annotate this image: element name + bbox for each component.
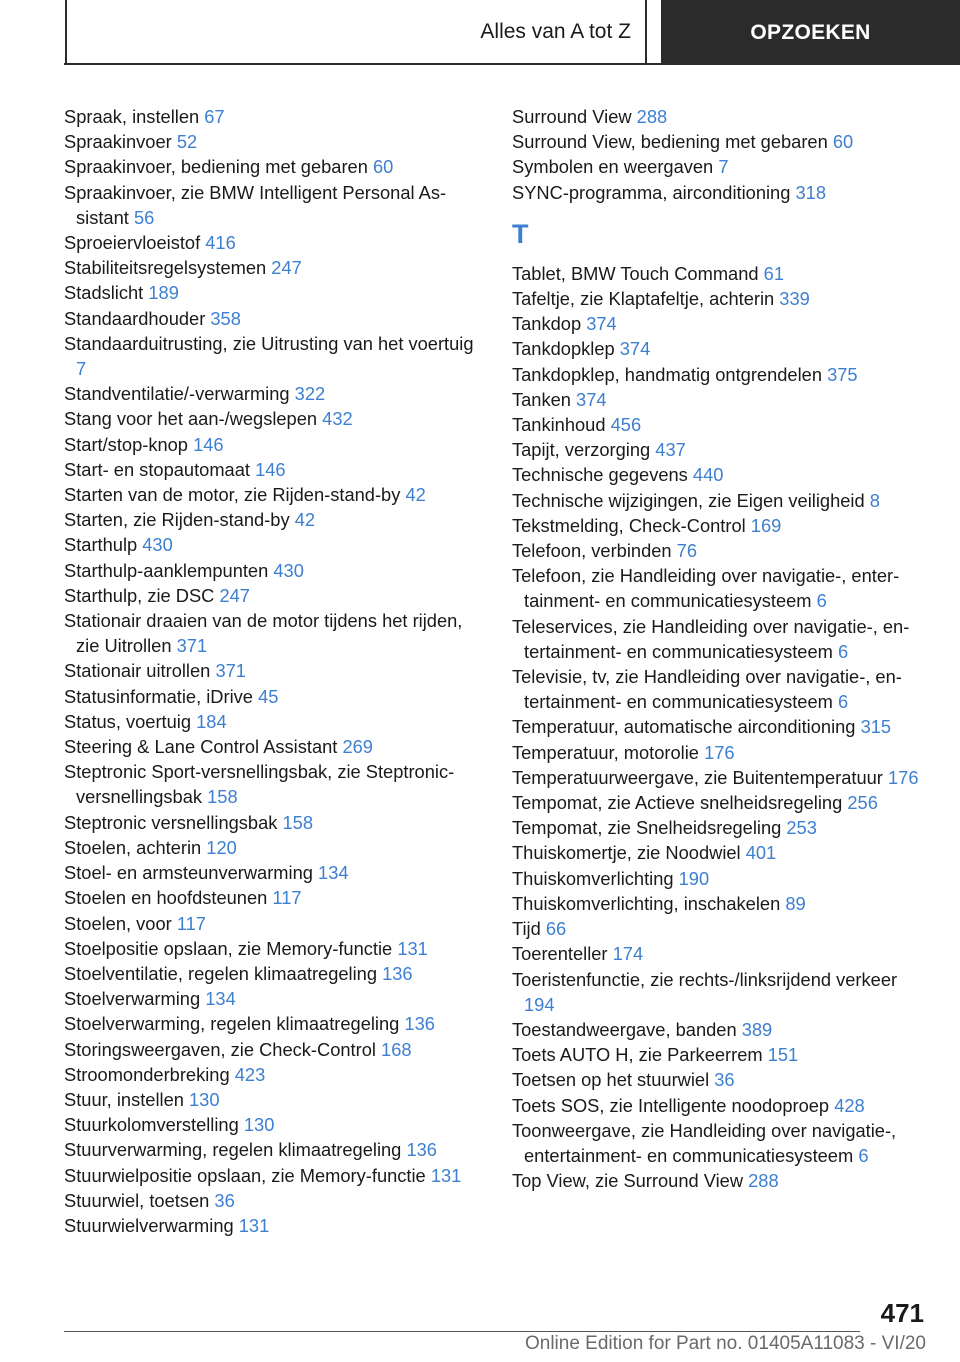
page-reference-link[interactable]: 315 bbox=[860, 716, 892, 738]
index-entry bbox=[512, 387, 932, 412]
page-reference-link[interactable]: 389 bbox=[741, 1018, 773, 1040]
index-term: Tankdopklep bbox=[512, 338, 615, 360]
index-term: Toonweergave, zie Handleiding over navigatie-, entertainment- en communicatiesysteem bbox=[512, 1119, 897, 1166]
section-tab bbox=[65, 0, 647, 63]
page-reference-link[interactable]: 437 bbox=[655, 439, 686, 461]
index-entry bbox=[512, 866, 932, 891]
index-term: Thuiskomverlichting bbox=[512, 867, 674, 889]
page-reference-link[interactable]: 60 bbox=[832, 131, 854, 153]
index-entry bbox=[512, 790, 932, 815]
page-reference-link[interactable]: 430 bbox=[142, 534, 173, 556]
index-term: Telefoon, verbinden bbox=[512, 540, 672, 562]
index-term: Starthulp-aanklempunten bbox=[64, 559, 269, 581]
page-reference-link[interactable]: 131 bbox=[238, 1214, 270, 1236]
index-entry bbox=[64, 986, 484, 1011]
page-reference-link[interactable]: 52 bbox=[176, 131, 198, 153]
index-entry bbox=[512, 261, 932, 286]
index-term: Tijd bbox=[512, 918, 541, 940]
index-term: Spraakinvoer, zie BMW Intelligent Personal Assistant bbox=[64, 181, 447, 228]
page-reference-link[interactable]: 136 bbox=[406, 1139, 437, 1161]
page-number: 471 bbox=[880, 1298, 924, 1328]
page-reference-link[interactable]: 189 bbox=[148, 282, 179, 304]
index-term: Toets SOS, zie Intelligente noodoproep bbox=[512, 1094, 830, 1116]
index-entry bbox=[64, 1037, 484, 1062]
index-term: Surround View bbox=[512, 106, 632, 127]
index-term: Stoel- en armsteunverwarming bbox=[64, 862, 313, 884]
page-reference-link[interactable]: 374 bbox=[619, 338, 651, 360]
index-term: Toetsen op het stuurwiel bbox=[512, 1069, 710, 1091]
index-term: Tafeltje, zie Klaptafeltje, achterin bbox=[512, 288, 775, 310]
page-reference-link[interactable]: 247 bbox=[271, 257, 302, 279]
index-entry bbox=[512, 1042, 932, 1067]
index-column-left bbox=[64, 104, 484, 1238]
page-reference-link[interactable]: 247 bbox=[219, 584, 250, 606]
index-term: Standaardhouder bbox=[64, 307, 206, 329]
index-entry bbox=[64, 381, 484, 406]
index-entry bbox=[64, 1011, 484, 1036]
index-entry bbox=[64, 734, 484, 759]
index-term: Spraakinvoer, bediening met gebaren bbox=[64, 156, 368, 178]
page-reference-link[interactable]: 288 bbox=[636, 106, 668, 127]
page-reference-link[interactable]: 146 bbox=[255, 458, 286, 480]
page-reference-link[interactable]: 374 bbox=[576, 388, 607, 410]
index-term: Starthulp bbox=[64, 534, 138, 556]
index-term: Telefoon, zie Handleiding over navigatie-, entertainment- en communicatiesysteem bbox=[512, 565, 900, 612]
page-reference-link[interactable]: 7 bbox=[76, 358, 87, 380]
index-term: Stationair uitrollen bbox=[64, 660, 211, 682]
index-term: Starthulp, zie DSC bbox=[64, 584, 215, 606]
index-term: Tekstmelding, Check-Control bbox=[512, 514, 746, 536]
page-reference-link[interactable]: 117 bbox=[272, 887, 302, 909]
page-reference-link[interactable]: 358 bbox=[210, 307, 241, 329]
index-term: Storingsweergaven, zie Check-Control bbox=[64, 1038, 376, 1060]
index-entry bbox=[64, 331, 484, 381]
index-entry bbox=[512, 1168, 932, 1193]
index-term: Stroomonderbreking bbox=[64, 1063, 230, 1085]
index-entry bbox=[512, 891, 932, 916]
index-term: Toets AUTO H, zie Parkeerrem bbox=[512, 1044, 763, 1066]
page-reference-link[interactable]: 168 bbox=[381, 1038, 412, 1060]
page-reference-link[interactable]: 151 bbox=[767, 1044, 799, 1066]
page-reference-link[interactable]: 176 bbox=[888, 766, 919, 788]
index-entry bbox=[64, 532, 484, 557]
page-reference-link[interactable]: 42 bbox=[405, 484, 426, 506]
index-term: Starten, zie Rijden-stand-by bbox=[64, 509, 290, 531]
index-term: Top View, zie Surround View bbox=[512, 1170, 744, 1192]
index-entry bbox=[512, 311, 932, 336]
page-reference-link[interactable]: 194 bbox=[524, 993, 555, 1015]
index-column-right bbox=[512, 104, 932, 1193]
index-term: Spraakinvoer bbox=[64, 131, 172, 153]
index-term: Tempomat, zie Snelheidsregeling bbox=[512, 817, 782, 839]
header-divider bbox=[64, 63, 960, 65]
index-term: Stuurwielverwarming bbox=[64, 1214, 234, 1236]
index-entry bbox=[512, 286, 932, 311]
index-entry bbox=[64, 129, 484, 154]
page-reference-link[interactable]: 7 bbox=[718, 156, 729, 178]
index-term: Sproeiervloeistof bbox=[64, 232, 201, 254]
index-term: Start/stop-knop bbox=[64, 433, 188, 455]
index-term: Stoelen en hoofdsteunen bbox=[64, 887, 268, 909]
page-reference-link[interactable]: 416 bbox=[205, 232, 236, 254]
page-reference-link[interactable]: 174 bbox=[612, 943, 644, 965]
index-entry bbox=[64, 457, 484, 482]
page-reference-link[interactable]: 66 bbox=[545, 918, 567, 940]
page-reference-link[interactable]: 117 bbox=[176, 912, 206, 934]
page-reference-link[interactable]: 36 bbox=[714, 1069, 735, 1091]
page-reference-link[interactable]: 61 bbox=[763, 262, 784, 284]
index-term: Technische gegevens bbox=[512, 464, 688, 486]
index-term: Stabiliteitsregelsystemen bbox=[64, 257, 267, 279]
index-entry bbox=[512, 916, 932, 941]
footer-divider bbox=[64, 1331, 860, 1332]
index-entry bbox=[512, 714, 932, 739]
index-entry bbox=[64, 961, 484, 986]
index-term: Temperatuur, motorolie bbox=[512, 741, 699, 763]
index-entry bbox=[512, 180, 932, 205]
index-entry bbox=[512, 967, 932, 1017]
index-entry bbox=[512, 538, 932, 563]
page-reference-link[interactable]: 6 bbox=[837, 691, 849, 713]
index-entry bbox=[512, 1118, 932, 1168]
page-reference-link[interactable]: 6 bbox=[837, 640, 849, 662]
page-reference-link[interactable]: 60 bbox=[372, 156, 394, 178]
index-entry bbox=[64, 658, 484, 683]
index-entry bbox=[512, 740, 932, 765]
index-group-s bbox=[512, 104, 932, 205]
page-reference-link[interactable]: 322 bbox=[294, 383, 326, 405]
page-reference-link[interactable]: 42 bbox=[294, 509, 316, 531]
page-reference-link[interactable]: 339 bbox=[779, 288, 810, 310]
page-reference-link[interactable]: 288 bbox=[748, 1170, 779, 1192]
index-term: Stationair draaien van de motor tijdens het rijden, zie Uitrollen bbox=[64, 610, 463, 657]
page-reference-link[interactable]: 89 bbox=[785, 892, 806, 914]
index-entry bbox=[64, 432, 484, 457]
page-reference-link[interactable]: 440 bbox=[692, 464, 724, 486]
index-term: Stoelen, voor bbox=[64, 912, 172, 934]
index-term: Tapijt, verzorging bbox=[512, 439, 651, 461]
page-reference-link[interactable]: 131 bbox=[397, 937, 428, 959]
page-reference-link[interactable]: 158 bbox=[207, 786, 238, 808]
index-term: Televisie, tv, zie Handleiding over navigatie-, entertainment- en communicatiesysteem bbox=[512, 666, 902, 713]
index-entry bbox=[512, 104, 932, 129]
index-term: Toeristenfunctie, zie rechts-/linksrijdend verkeer bbox=[512, 968, 898, 990]
page-reference-link[interactable]: 36 bbox=[214, 1189, 235, 1211]
index-entry bbox=[64, 936, 484, 961]
page-reference-link[interactable]: 67 bbox=[204, 106, 225, 127]
index-entry bbox=[64, 255, 484, 280]
index-entry bbox=[64, 154, 484, 179]
index-term: Status, voertuig bbox=[64, 710, 192, 732]
index-entry bbox=[512, 1093, 932, 1118]
index-term: Teleservices, zie Handleiding over navigatie-, entertainment- en communicatiesysteem bbox=[512, 615, 910, 662]
chapter-tab[interactable] bbox=[661, 0, 960, 65]
index-entry bbox=[64, 860, 484, 885]
index-term: Stuurkolomverstelling bbox=[64, 1114, 239, 1136]
index-entry bbox=[64, 885, 484, 910]
index-entry bbox=[512, 941, 932, 966]
index-entry bbox=[64, 835, 484, 860]
index-entry bbox=[64, 280, 484, 305]
index-term: Toerenteller bbox=[512, 943, 608, 965]
page-reference-link[interactable]: 130 bbox=[243, 1114, 275, 1136]
index-entry bbox=[512, 1067, 932, 1092]
page-reference-link[interactable]: 136 bbox=[404, 1013, 435, 1035]
page-reference-link[interactable]: 134 bbox=[318, 862, 349, 884]
index-entry bbox=[512, 462, 932, 487]
index-entry bbox=[512, 513, 932, 538]
index-entry bbox=[512, 129, 932, 154]
page-reference-link[interactable]: 190 bbox=[678, 867, 710, 889]
index-entry bbox=[512, 412, 932, 437]
page-reference-link[interactable]: 158 bbox=[282, 811, 314, 833]
index-term: Start- en stopautomaat bbox=[64, 458, 250, 480]
page-reference-link[interactable]: 401 bbox=[745, 842, 777, 864]
index-entry bbox=[512, 815, 932, 840]
index-entry bbox=[512, 765, 932, 790]
index-entry bbox=[64, 1213, 484, 1238]
index-term: Temperatuurweergave, zie Buitentemperatuur bbox=[512, 766, 883, 788]
index-term: Stoelpositie opslaan, zie Memory-functie bbox=[64, 937, 393, 959]
page-reference-link[interactable]: 56 bbox=[133, 206, 155, 228]
page-reference-link[interactable]: 146 bbox=[193, 433, 224, 455]
page-reference-link[interactable]: 8 bbox=[869, 489, 880, 511]
index-term: Starten van de motor, zie Rijden-stand-by bbox=[64, 484, 401, 506]
index-term: Thuiskomverlichting, inschakelen bbox=[512, 892, 781, 914]
index-term: Stoelen, achterin bbox=[64, 836, 202, 858]
index-entry bbox=[512, 614, 932, 664]
page-reference-link[interactable]: 371 bbox=[176, 635, 208, 657]
index-entry bbox=[64, 1188, 484, 1213]
index-term: Tankdopklep, handmatig ontgrendelen bbox=[512, 363, 822, 385]
index-entry bbox=[64, 1163, 484, 1188]
index-term: Stang voor het aan-/wegslepen bbox=[64, 408, 318, 430]
index-entry bbox=[64, 558, 484, 583]
index-term: Stuur, instellen bbox=[64, 1088, 184, 1110]
page-reference-link[interactable]: 45 bbox=[258, 685, 279, 707]
index-entry bbox=[64, 911, 484, 936]
index-entry bbox=[64, 104, 484, 129]
page-reference-link[interactable]: 130 bbox=[189, 1088, 220, 1110]
index-term: Tankdop bbox=[512, 313, 582, 335]
index-term: Stadslicht bbox=[64, 282, 144, 304]
index-term: Technische wijzigingen, zie Eigen veiligheid bbox=[512, 489, 865, 511]
index-entry bbox=[64, 230, 484, 255]
index-term: Standventilatie/-verwarming bbox=[64, 383, 290, 405]
page-reference-link[interactable]: 184 bbox=[196, 710, 227, 732]
page-reference-link[interactable]: 256 bbox=[847, 792, 878, 814]
page-reference-link[interactable]: 131 bbox=[430, 1164, 462, 1186]
page-reference-link[interactable]: 6 bbox=[816, 590, 827, 612]
page-reference-link[interactable]: 134 bbox=[205, 988, 236, 1010]
page-reference-link[interactable]: 169 bbox=[750, 514, 782, 536]
index-entry bbox=[64, 482, 484, 507]
index-term: Steering & Lane Control Assistant bbox=[64, 736, 338, 758]
page-reference-link[interactable]: 371 bbox=[215, 660, 246, 682]
index-term: SYNC-programma, airconditioning bbox=[512, 181, 791, 203]
page-reference-link[interactable]: 430 bbox=[273, 559, 304, 581]
index-entry bbox=[512, 840, 932, 865]
index-entry bbox=[64, 406, 484, 431]
index-entry bbox=[64, 507, 484, 532]
index-term: Standaarduitrusting, zie Uitrusting van het voertuig bbox=[64, 332, 474, 354]
page-reference-link[interactable]: 374 bbox=[586, 313, 617, 335]
index-entry bbox=[512, 488, 932, 513]
index-term: Spraak, instellen bbox=[64, 106, 200, 127]
page-reference-link[interactable]: 76 bbox=[676, 540, 698, 562]
page-reference-link[interactable]: 136 bbox=[382, 962, 413, 984]
index-entry bbox=[64, 1062, 484, 1087]
page-reference-link[interactable]: 428 bbox=[834, 1094, 865, 1116]
edition-text: Online Edition for Part no. 01405A11083 - VI/20 bbox=[524, 1333, 926, 1354]
letter-heading: T bbox=[512, 218, 529, 249]
index-term: Thuiskomertje, zie Noodwiel bbox=[512, 842, 741, 864]
page-reference-link[interactable]: 269 bbox=[342, 736, 373, 758]
index-entry bbox=[64, 1137, 484, 1162]
index-entry bbox=[512, 1017, 932, 1042]
page-reference-link[interactable]: 253 bbox=[786, 817, 817, 839]
index-entry bbox=[512, 362, 932, 387]
index-entry bbox=[64, 1112, 484, 1137]
index-term: Temperatuur, automatische airconditioning bbox=[512, 716, 856, 738]
index-entry bbox=[512, 563, 932, 613]
index-term: Steptronic versnellingsbak bbox=[64, 811, 278, 833]
page-reference-link[interactable]: 375 bbox=[827, 363, 858, 385]
index-entry bbox=[64, 709, 484, 734]
index-entry bbox=[64, 583, 484, 608]
index-entry bbox=[512, 336, 932, 361]
index-term: Steptronic Sport-versnellingsbak, zie Steptronic-versnellingsbak bbox=[64, 761, 455, 808]
index-group-t bbox=[512, 261, 932, 1194]
index-entry bbox=[512, 664, 932, 714]
index-entry bbox=[64, 180, 484, 230]
index-term: Tankinhoud bbox=[512, 414, 606, 436]
index-term: Stoelverwarming bbox=[64, 988, 201, 1010]
page-reference-link[interactable]: 318 bbox=[795, 181, 827, 203]
index-term: Stuurwielpositie opslaan, zie Memory-functie bbox=[64, 1164, 426, 1186]
index-term: Statusinformatie, iDrive bbox=[64, 685, 253, 707]
page-reference-link[interactable]: 456 bbox=[610, 414, 642, 436]
index-entry bbox=[64, 306, 484, 331]
index-term: Tanken bbox=[512, 388, 571, 410]
index-term: Tablet, BMW Touch Command bbox=[512, 262, 759, 284]
index-entry bbox=[64, 608, 484, 658]
page-reference-link[interactable]: 6 bbox=[858, 1144, 869, 1166]
index-term: Symbolen en weergaven bbox=[512, 156, 714, 178]
index-term: Stuurverwarming, regelen klimaatregeling bbox=[64, 1139, 402, 1161]
page-reference-link[interactable]: 423 bbox=[234, 1063, 266, 1085]
index-entry bbox=[64, 810, 484, 835]
index-term: Tempomat, zie Actieve snelheidsregeling bbox=[512, 792, 843, 814]
page-reference-link[interactable]: 120 bbox=[206, 836, 237, 858]
index-entry bbox=[512, 437, 932, 462]
section-title: Alles van A tot Z bbox=[480, 19, 631, 43]
page-reference-link[interactable]: 432 bbox=[322, 408, 353, 430]
index-entry bbox=[64, 1087, 484, 1112]
index-term: Surround View, bediening met gebaren bbox=[512, 131, 828, 153]
index-entry bbox=[64, 684, 484, 709]
index-entry bbox=[512, 154, 932, 179]
index-entry bbox=[64, 759, 484, 809]
index-term: Stuurwiel, toetsen bbox=[64, 1189, 210, 1211]
index-term: Stoelverwarming, regelen klimaatregeling bbox=[64, 1013, 400, 1035]
index-term: Stoelventilatie, regelen klimaatregeling bbox=[64, 962, 377, 984]
index-term: Toestandweergave, banden bbox=[512, 1018, 737, 1040]
page-reference-link[interactable]: 176 bbox=[704, 741, 735, 763]
chapter-title: OPZOEKEN bbox=[750, 20, 871, 44]
